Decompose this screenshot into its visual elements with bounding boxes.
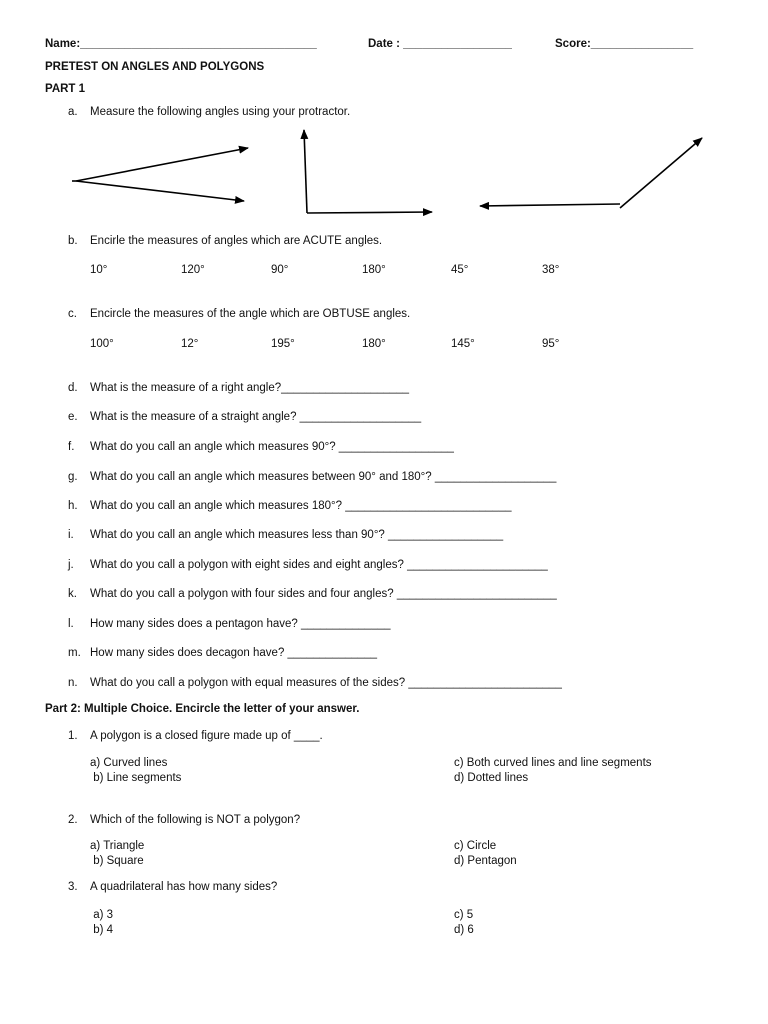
question-c-text: Encircle the measures of the angle which are OBTUSE angles. (90, 308, 411, 320)
question-letter: n. (68, 677, 78, 689)
mc-question: Which of the following is NOT a polygon? (90, 814, 301, 826)
question-letter: k. (68, 588, 77, 600)
mc-question: A quadrilateral has how many sides? (90, 881, 278, 893)
question-b-letter: b. (68, 235, 78, 247)
acute-option: 10° (90, 264, 108, 276)
question-text: What do you call an angle which measures between 90° and 180°? ___________________ (90, 471, 557, 483)
question-letter: d. (68, 382, 78, 394)
obtuse-option: 100° (90, 338, 114, 350)
question-letter: h. (68, 500, 78, 512)
acute-angle-figure (72, 148, 248, 201)
question-text: What do you call a polygon with equal measures of the sides? ________________________ (90, 677, 562, 689)
mc-number: 1. (68, 730, 78, 742)
question-letter: e. (68, 411, 78, 423)
mc-choice-a: a) 3 (90, 909, 114, 921)
question-text: What do you call an angle which measures 90°? __________________ (90, 441, 454, 453)
question-text: What do you call a polygon with four sides and four angles? _________________________ (90, 588, 557, 600)
question-b-text: Encirle the measures of angles which are ACUTE angles. (90, 235, 383, 247)
acute-option: 120° (181, 264, 205, 276)
question-text: What is the measure of a right angle?____________________ (90, 382, 410, 394)
question-letter: j. (68, 559, 74, 571)
question-letter: m. (68, 647, 81, 659)
mc-choice-c: c) 5 (454, 909, 474, 921)
acute-option: 38° (542, 264, 560, 276)
question-text: How many sides does a pentagon have? ______________ (90, 618, 391, 630)
question-letter: g. (68, 471, 78, 483)
date-field: Date : _________________ (368, 38, 512, 50)
obtuse-angle-figure (480, 138, 702, 208)
acute-option: 45° (451, 264, 469, 276)
page-title: PRETEST ON ANGLES AND POLYGONS (45, 61, 265, 73)
question-letter: f. (68, 441, 75, 453)
mc-choice-b: b) Square (90, 855, 144, 867)
obtuse-option: 195° (271, 338, 295, 350)
question-a-text: Measure the following angles using your protractor. (90, 106, 351, 118)
mc-choice-d: d) Dotted lines (454, 772, 529, 784)
mc-choice-d: d) 6 (454, 924, 474, 936)
mc-choice-b: b) Line segments (90, 772, 182, 784)
right-angle-figure (304, 130, 432, 213)
question-c-letter: c. (68, 308, 77, 320)
mc-question: A polygon is a closed figure made up of ____. (90, 730, 323, 742)
question-text: What is the measure of a straight angle? ___________________ (90, 411, 422, 423)
question-text: What do you call an angle which measures 180°? __________________________ (90, 500, 512, 512)
question-a-letter: a. (68, 106, 78, 118)
mc-choice-c: c) Both curved lines and line segments (454, 757, 652, 769)
mc-choice-d: d) Pentagon (454, 855, 517, 867)
mc-choice-c: c) Circle (454, 840, 497, 852)
question-text: How many sides does decagon have? ______________ (90, 647, 378, 659)
question-letter: i. (68, 529, 74, 541)
question-letter: l. (68, 618, 74, 630)
obtuse-option: 180° (362, 338, 386, 350)
mc-choice-a: a) Triangle (90, 840, 145, 852)
obtuse-option: 145° (451, 338, 475, 350)
mc-number: 3. (68, 881, 78, 893)
question-text: What do you call an angle which measures less than 90°? __________________ (90, 529, 504, 541)
mc-choice-b: b) 4 (90, 924, 114, 936)
name-field: Name:_____________________________________ (45, 38, 317, 50)
obtuse-option: 12° (181, 338, 199, 350)
acute-option: 90° (271, 264, 289, 276)
mc-choice-a: a) Curved lines (90, 757, 168, 769)
score-field: Score:________________ (555, 38, 694, 50)
obtuse-option: 95° (542, 338, 560, 350)
mc-number: 2. (68, 814, 78, 826)
acute-option: 180° (362, 264, 386, 276)
part2-heading: Part 2: Multiple Choice. Encircle the letter of your answer. (45, 703, 360, 715)
part1-heading: PART 1 (45, 83, 86, 95)
question-text: What do you call a polygon with eight sides and eight angles? ______________________ (90, 559, 548, 571)
